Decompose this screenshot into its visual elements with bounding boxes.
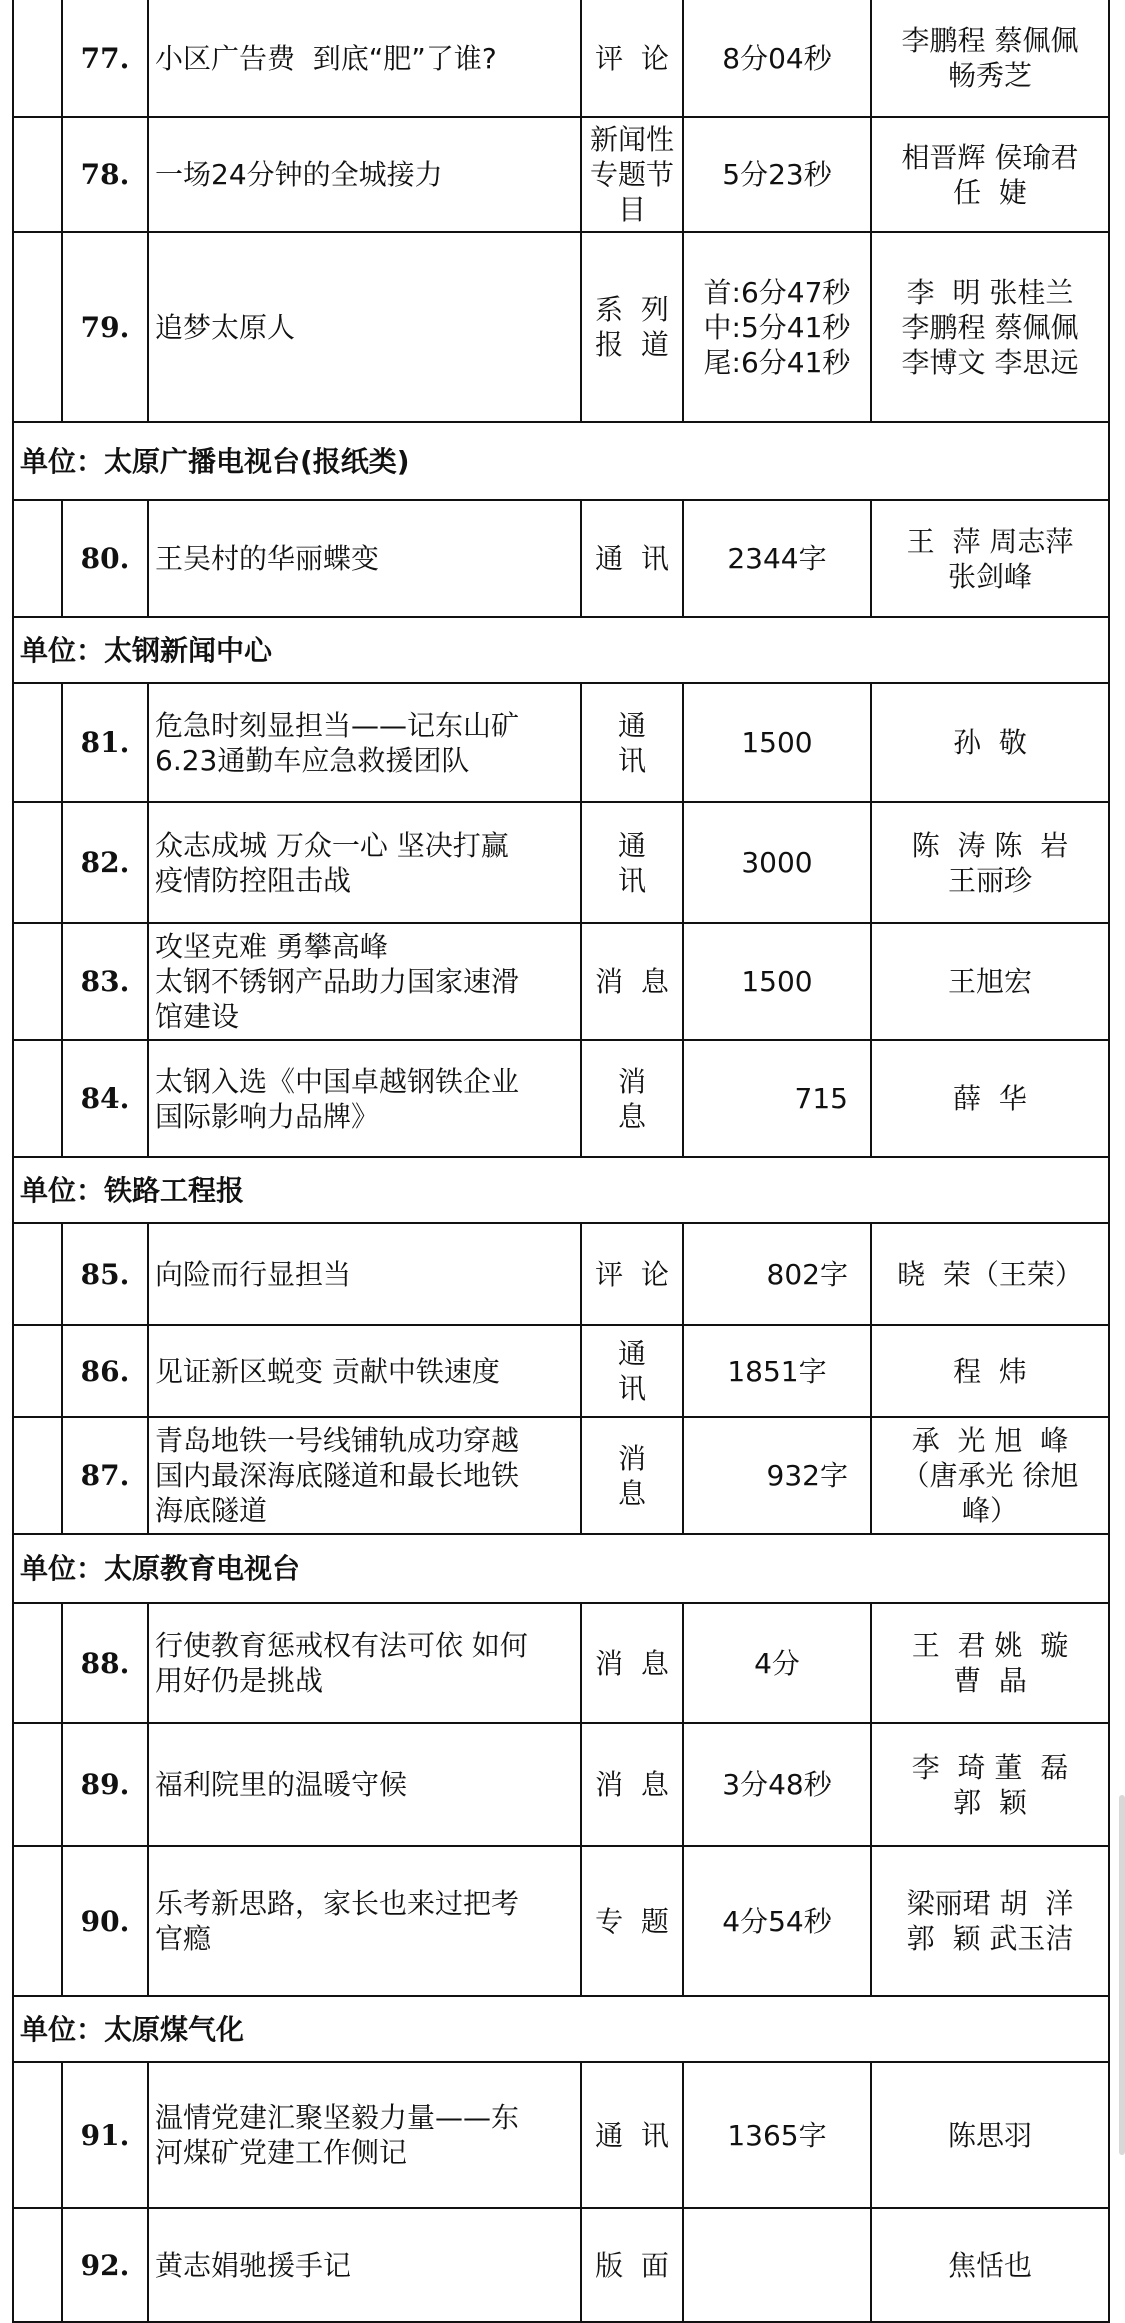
table-row (13, 1846, 1109, 1996)
table-row (13, 1325, 1109, 1417)
cell-line: 王 萍 周志萍 (906, 524, 1074, 558)
cell-line: 小区广告费 到底“肥”了谁? (155, 41, 497, 75)
entry-length (683, 802, 871, 923)
blank-cell (13, 1325, 62, 1417)
cell-line: 715 (794, 1082, 848, 1115)
unit-header-row (13, 617, 1109, 683)
cell-line: 802字 (766, 1257, 848, 1291)
entry-number: 92. (62, 2208, 148, 2322)
cell-line: 众志成城 万众一心 坚决打赢 (155, 828, 509, 862)
cell-line: 向险而行显担当 (155, 1257, 352, 1291)
cell-line: 讯 (617, 743, 646, 777)
blank-cell (13, 683, 62, 802)
cell-line: 见证新区蜕变 贡献中铁速度 (155, 1354, 500, 1388)
unit-header-row (13, 1157, 1109, 1223)
entry-title (148, 1846, 581, 1996)
table-row (13, 2062, 1109, 2208)
cell-line: 评 论 (595, 41, 669, 75)
entry-title (148, 2062, 581, 2208)
unit-header-row (13, 422, 1109, 500)
cell-line: 疫情防控阻击战 (155, 863, 352, 897)
blank-cell (13, 1417, 62, 1534)
blank-cell (13, 802, 62, 923)
cell-line: 3000 (741, 846, 813, 879)
cell-line: 通 (617, 1337, 646, 1370)
cell-line: 2344字 (727, 542, 827, 575)
entry-authors (871, 2208, 1109, 2322)
entry-title (148, 683, 581, 802)
blank-cell (13, 1040, 62, 1157)
entry-length (683, 1846, 871, 1996)
blank-cell (13, 232, 62, 422)
cell-line: 河煤矿党建工作侧记 (155, 2136, 408, 2169)
entry-length (683, 2062, 871, 2208)
cell-line: 消 息 (595, 1768, 669, 1801)
entry-number: 87. (62, 1417, 148, 1534)
entry-title (148, 923, 581, 1040)
cell-line: 承 光 旭 峰 (911, 1424, 1069, 1457)
entry-title (148, 500, 581, 617)
cell-line: 郭 颖 (953, 1785, 1027, 1819)
entry-category (581, 1603, 683, 1723)
entry-authors (871, 683, 1109, 802)
entry-number: 80. (62, 500, 148, 617)
entry-authors (871, 2062, 1109, 2208)
entry-authors (871, 117, 1109, 232)
entry-category (581, 802, 683, 923)
blank-cell (13, 2208, 62, 2322)
cell-line: 王吴村的华丽蝶变 (155, 542, 380, 575)
entry-length (683, 117, 871, 232)
entry-number: 88. (62, 1603, 148, 1723)
cell-line: 梁丽珺 胡 洋 (906, 1887, 1074, 1920)
entry-authors (871, 1603, 1109, 1723)
entry-authors (871, 500, 1109, 617)
cell-line: 5分23秒 (722, 158, 832, 191)
entry-number: 89. (62, 1723, 148, 1846)
cell-line: 王旭宏 (947, 965, 1032, 998)
cell-line: 太钢入选《中国卓越钢铁企业 (155, 1064, 520, 1098)
entry-length (683, 1603, 871, 1723)
cell-line: 任 婕 (953, 175, 1027, 209)
entry-title (148, 2208, 581, 2322)
unit-label: 单位：太钢新闻中心 (13, 617, 1109, 683)
entry-category (581, 500, 683, 617)
table-row (13, 500, 1109, 617)
unit-label: 单位：太原煤气化 (13, 1996, 1109, 2062)
entry-category (581, 1417, 683, 1534)
cell-line: 4分54秒 (722, 1904, 832, 1938)
entry-number: 86. (62, 1325, 148, 1417)
entry-length (683, 232, 871, 422)
cell-line: 专 题 (595, 1904, 669, 1938)
cell-line: 讯 (617, 1372, 646, 1405)
unit-header-row (13, 1534, 1109, 1603)
entry-category (581, 2208, 683, 2322)
cell-line: 讯 (617, 863, 646, 897)
cell-line: 国际影响力品牌》 (155, 1099, 380, 1133)
entry-title (148, 232, 581, 422)
cell-line: 危急时刻显担当——记东山矿 (155, 708, 520, 742)
cell-line: 通 讯 (595, 2118, 669, 2152)
cell-line: 青岛地铁一号线铺轨成功穿越 (155, 1424, 520, 1457)
cell-line: 1851字 (727, 1354, 827, 1388)
cell-line: 官瘾 (155, 1922, 212, 1955)
entry-category (581, 683, 683, 802)
blank-cell (13, 1603, 62, 1723)
entry-number: 81. (62, 683, 148, 802)
blank-cell (13, 923, 62, 1040)
entry-title (148, 117, 581, 232)
blank-cell (13, 1723, 62, 1846)
cell-line: 通 (617, 708, 646, 742)
cell-line: 孙 敬 (953, 726, 1027, 759)
cell-line: 4分 (754, 1646, 800, 1680)
cell-line: 消 息 (595, 1646, 669, 1680)
entry-category (581, 923, 683, 1040)
cell-line: 李 琦 董 磊 (911, 1750, 1069, 1784)
table-row (13, 1417, 1109, 1534)
cell-line: 海底隧道 (155, 1494, 268, 1527)
cell-line: 追梦太原人 (155, 310, 296, 344)
cell-line: 薛 华 (953, 1082, 1027, 1115)
cell-line: 陈 涛 陈 岩 (911, 828, 1069, 862)
entry-authors (871, 923, 1109, 1040)
table-row (13, 802, 1109, 923)
entry-number: 82. (62, 802, 148, 923)
cell-line: 3分48秒 (722, 1768, 832, 1801)
entry-category (581, 1846, 683, 1996)
entry-title (148, 1040, 581, 1157)
cell-line: 1500 (741, 726, 813, 759)
cell-line: 馆建设 (155, 1000, 240, 1033)
table-row (13, 683, 1109, 802)
entry-length (683, 500, 871, 617)
cell-line: 王丽珍 (947, 863, 1032, 897)
cell-line: 陈思羽 (947, 2118, 1032, 2152)
cell-line: 1500 (741, 965, 813, 998)
cell-line: 评 论 (595, 1257, 669, 1291)
table-row (13, 2208, 1109, 2322)
entry-category (581, 1325, 683, 1417)
cell-line: 攻坚克难 勇攀高峰 (155, 930, 388, 963)
entry-number: 79. (62, 232, 148, 422)
cell-line: 目 (617, 193, 646, 226)
entry-length (683, 0, 871, 117)
entry-number: 83. (62, 923, 148, 1040)
cell-line: 息 (617, 1476, 646, 1510)
entry-category (581, 0, 683, 117)
entry-authors (871, 1325, 1109, 1417)
cell-line: 首:6分47秒 (703, 275, 851, 309)
entry-title (148, 1223, 581, 1325)
cell-line: 消 息 (595, 965, 669, 998)
blank-cell (13, 1223, 62, 1325)
entry-category (581, 232, 683, 422)
entry-category (581, 117, 683, 232)
entry-title (148, 1417, 581, 1534)
cell-line: 消 (617, 1441, 646, 1475)
cell-line: 畅秀芝 (947, 59, 1032, 92)
unit-header-row (13, 1996, 1109, 2062)
entry-length (683, 1325, 871, 1417)
cell-line: 晓 荣（王荣） (897, 1257, 1083, 1291)
cell-line: 温情党建汇聚坚毅力量——东 (155, 2101, 520, 2134)
cell-line: 曹 晶 (953, 1664, 1027, 1697)
cell-line: 中:5分41秒 (703, 310, 851, 344)
entry-number: 90. (62, 1846, 148, 1996)
cell-line: 福利院里的温暖守候 (155, 1768, 408, 1801)
cell-line: 行使教育惩戒权有法可依 如何 (155, 1629, 528, 1662)
scroll-indicator (1119, 1795, 1125, 2155)
blank-cell (13, 117, 62, 232)
cell-line: 专题节 (589, 158, 674, 191)
entry-length (683, 1040, 871, 1157)
unit-label: 单位：太原教育电视台 (13, 1534, 1109, 1603)
cell-line: 王 君 姚 璇 (911, 1629, 1069, 1662)
cell-line: 李鹏程 蔡佩佩 (901, 24, 1079, 57)
cell-line: 张剑峰 (947, 559, 1032, 593)
table-row (13, 117, 1109, 232)
cell-line: 通 讯 (595, 542, 669, 575)
cell-line: 李鹏程 蔡佩佩 (901, 310, 1079, 344)
cell-line: 李博文 李思远 (901, 345, 1079, 379)
cell-line: 焦恬也 (947, 2248, 1032, 2282)
cell-line: 相晋辉 侯瑜君 (901, 140, 1079, 174)
blank-cell (13, 2062, 62, 2208)
awards-table (12, 0, 1110, 2323)
entry-number: 78. (62, 117, 148, 232)
entry-title (148, 1325, 581, 1417)
cell-line: 一场24分钟的全城接力 (155, 158, 443, 191)
cell-line: 黄志娟驰援手记 (155, 2248, 352, 2282)
entry-title (148, 1603, 581, 1723)
entry-length (683, 1417, 871, 1534)
entry-title (148, 1723, 581, 1846)
table-row (13, 0, 1109, 117)
cell-line: （唐承光 徐旭 (901, 1459, 1079, 1492)
entry-number: 77. (62, 0, 148, 117)
entry-authors (871, 1723, 1109, 1846)
entry-authors (871, 1417, 1109, 1534)
entry-category (581, 1223, 683, 1325)
cell-line: 系 列 (595, 293, 669, 326)
table-row (13, 923, 1109, 1040)
entry-number: 84. (62, 1040, 148, 1157)
cell-line: 报 道 (595, 328, 669, 361)
cell-line: 太钢不锈钢产品助力国家速滑 (155, 965, 520, 998)
entry-category (581, 1723, 683, 1846)
cell-line: 通 (617, 828, 646, 862)
entry-authors (871, 1040, 1109, 1157)
table-row (13, 1223, 1109, 1325)
cell-line: 李 明 张桂兰 (906, 275, 1074, 309)
entry-length (683, 1723, 871, 1846)
cell-line: 消 (617, 1064, 646, 1098)
entry-length (683, 683, 871, 802)
entry-authors (871, 1846, 1109, 1996)
unit-label: 单位：太原广播电视台(报纸类) (13, 422, 1109, 500)
entry-length (683, 923, 871, 1040)
cell-line: 尾:6分41秒 (703, 345, 851, 379)
cell-line: 版 面 (595, 2248, 669, 2282)
blank-cell (13, 1846, 62, 1996)
table-row (13, 1723, 1109, 1846)
entry-category (581, 1040, 683, 1157)
blank-cell (13, 0, 62, 117)
cell-line: 用好仍是挑战 (155, 1664, 324, 1697)
entry-length (683, 2208, 871, 2322)
cell-line: 国内最深海底隧道和最长地铁 (155, 1459, 520, 1492)
entry-authors (871, 1223, 1109, 1325)
cell-line: 峰） (961, 1494, 1018, 1527)
table-row (13, 1040, 1109, 1157)
entry-title (148, 0, 581, 117)
entry-title (148, 802, 581, 923)
entry-authors (871, 232, 1109, 422)
cell-line: 息 (617, 1099, 646, 1133)
cell-line: 新闻性 (589, 123, 674, 156)
cell-line: 乐考新思路，家长也来过把考 (155, 1887, 520, 1920)
unit-label: 单位：铁路工程报 (13, 1157, 1109, 1223)
entry-number: 91. (62, 2062, 148, 2208)
blank-cell (13, 500, 62, 617)
cell-line: 1365字 (727, 2118, 827, 2152)
cell-line: 程 炜 (953, 1354, 1027, 1388)
cell-line: 6.23通勤车应急救援团队 (155, 743, 470, 777)
table-row (13, 1603, 1109, 1723)
entry-authors (871, 802, 1109, 923)
cell-line: 8分04秒 (722, 41, 832, 75)
cell-line: 郭 颖 武玉洁 (906, 1922, 1074, 1955)
entry-authors (871, 0, 1109, 117)
entry-number: 85. (62, 1223, 148, 1325)
entry-length (683, 1223, 871, 1325)
table-row (13, 232, 1109, 422)
entry-category (581, 2062, 683, 2208)
cell-line: 932字 (766, 1459, 848, 1492)
